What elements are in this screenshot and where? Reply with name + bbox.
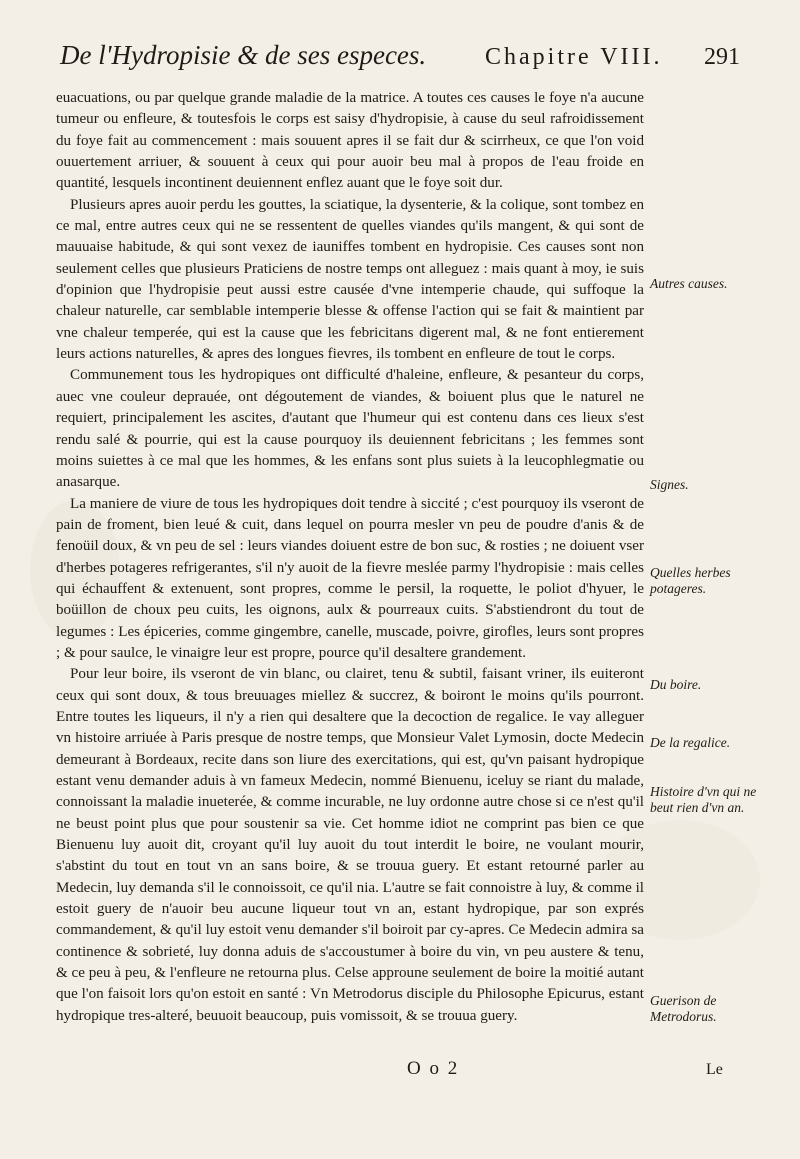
margin-note: Du boire. (650, 677, 702, 692)
paragraph: La maniere de viure de tous les hydropiques doit tendre à siccité ; c'est pourquoy ils vseront de pain de froment, bien leué & cuit, dans lequel on pourra mesler vn peu de poudre d'anis & de fenoüil doux, & vn peu de sel : leurs viandes doiuent estre de bon suc, & rosties ; ne doiuent vser d'herbes potageres refrigerantes, s'il n'y auoit de la fievre meslée parmy l'hydropisie : mais celles qui échauffent & extenuent, sont propres, comme le persil, la roquette, le poliot d'hyuer, le boüillon de choux peu cuits, les oignons, aulx & pourreaux cuits. S'abstiendront du tout de legumes : Les épiceries, comme gingembre, canelle, muscade, poivre, girofles, leurs sont propres ; & pour saulce, le vinaigre leur est propre, pource qu'il desaltere grandement. (56, 495, 644, 661)
margin-note: Autres causes. (650, 276, 728, 291)
margin-note: Signes. (650, 477, 689, 492)
running-title: De l'Hydropisie & de ses especes. (60, 40, 427, 70)
margin-note: Quelles herbes potageres. (650, 565, 731, 596)
catchword: Le (706, 1061, 723, 1078)
running-header (60, 40, 740, 80)
margin-note: Histoire d'vn qui ne beut rien d'vn an. (650, 784, 757, 815)
page-number: 291 (704, 44, 740, 70)
signature-mark: O o 2 (407, 1058, 460, 1079)
chapter-heading: Chapitre VIII. (485, 44, 663, 70)
paragraph: Communement tous les hydropiques ont difficulté d'haleine, enfleure, & pesanteur du corps, auec vne couleur deprauée, ont dégoutement de viandes, & boiuent plus que le naturel ne requiert, principalement les ascites, d'autant que l'humeur qui est contenu dans ces lieux s'est rendu salé & pourrie, qui est la cause pourquoy ils deuiennent febricitans ; les femmes sont moins suiettes à ce mal que les hommes, & les enfans sont plus suiets à la leucophlegmatie ou anasarque. (56, 367, 644, 491)
body-text (56, 88, 644, 1027)
paragraph: Pour leur boire, ils vseront de vin blanc, ou clairet, tenu & subtil, faisant vriner, ils euiteront ceux qui sont doux, & tous breuuages miellez & succrez, & boiront le moins qu'ils pourront. Entre toutes les liqueurs, il n'y a rien qui desaltere que la decoction de regalice. Ie vay alleguer vn histoire arriuée à Paris presque de nostre temps, que Monsieur Valet Lymosin, docte Medecin demeurant à Bordeaux, recite dans son liure des exercitations, qui est, qu'vn paisant hydropique estant venu demander aduis à vn fameux Medecin, nommé Bienuenu, iceluy se riant du malade, connoissant la maladie inueterée, & comme incurable, ne luy ordonne autre chose si ce n'est qu'il ne beust point plus que pour soustenir sa vie. Cet homme idiot ne comprint pas bien ce que Bienuenu luy auoit dit, croyant qu'il luy auoit du tout interdit le boire, ne voulant mourir, s'abstint du tout en tout vn an sans boire, & se trouua guery. Et estant retourné parler au Medecin, luy demanda s'il le connoissoit, ce qu'il nia. L'autre se fait connoistre à luy, & comme il estoit guery de n'auoir beu aucune liqueur tout vn an, estant hydropique, par son exprés commandement, & qu'il luy estoit venu demander s'il boiroit par cy-apres. Ce Medecin admira sa continence & sobrieté, luy donna aduis de s'accoustumer à boire du vin, vn peu austere & tenu, & ce peu à peu, & l'enfleure ne retourna plus. Celse approune seulement de boire la moitié autant que l'on faisoit lors qu'on estoit en santé : Vn Metrodorus disciple du Philosophe Epicurus, estant hydropique tres-alteré, beuuoit beaucoup, puis vomissoit, & se trouua guery. (56, 666, 644, 1024)
paragraph: Plusieurs apres auoir perdu les gouttes, la sciatique, la dysenterie, & la colique, sont tombez en ce mal, entre autres ceux qui ne se ressentent de quelles viandes qu'ils mangent, & qui sont de mauuaise habitude, & qui sont vexez de iauniffes tombent en hydropisie. Ces causes sont non seulement celles que plusieurs Praticiens de nostre temps ont alleguez : mais quant à moy, ie suis d'opinion que l'hydropisie peut aussi estre causée d'vne intemperie chaude, qui suffoque la chaleur naturelle, car semblable intemperie blesse & offense l'action qui se fait & maintient par vne chaleur temperée, qui est la cause que les febricitans digerent mal, & ne font entierement leurs actions naturelles, & apres des longues fievres, ils tombent en enfleure de tout le corps. (56, 196, 644, 363)
paragraph: euacuations, ou par quelque grande maladie de la matrice. A toutes ces causes le foye n'a aucune tumeur ou enfleure, & toutesfois le corps est saisy d'hydropisie, à cause du seul rafroidissement du foye fait au commencement : mais souuent apres il se fait dur & scirrheux, ce que l'on void ouuertement arriuer, & souuent à ceux qui pour auoir beu mal à propos de l'eau froide en quantité, lesquels incontinent deuiennent enflez auant que le foye soit dur. (56, 90, 644, 192)
margin-note: De la regalice. (650, 735, 731, 750)
margin-note: Guerison de Metrodorus. (650, 993, 717, 1024)
